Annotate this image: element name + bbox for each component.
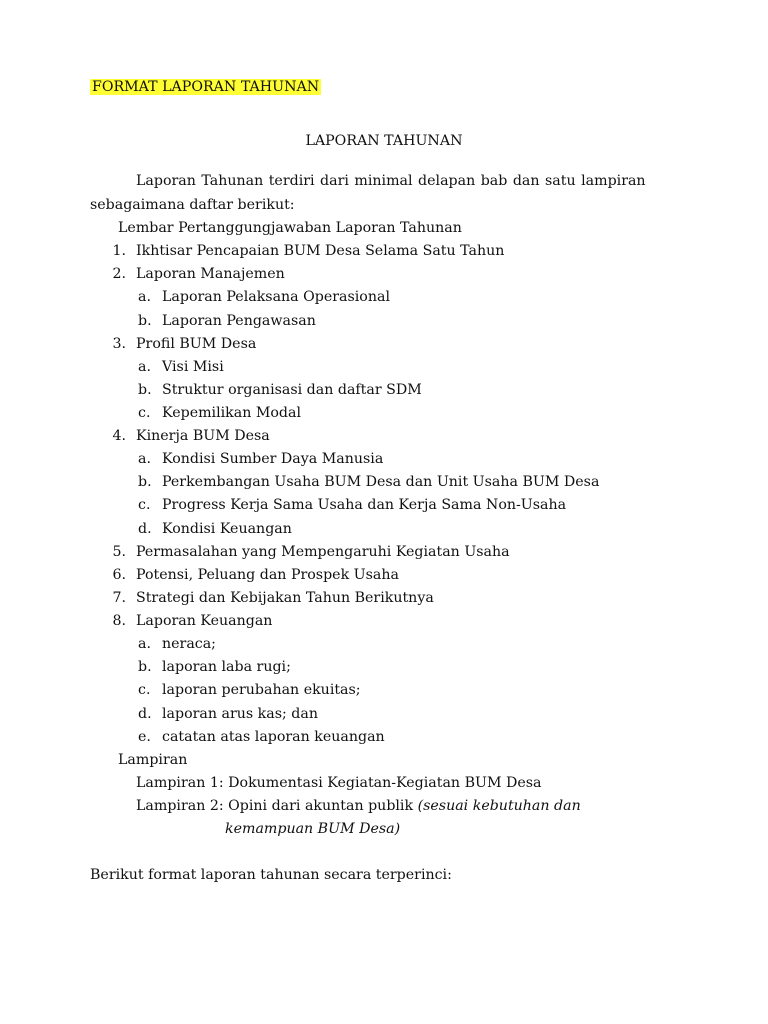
sub-list-letter: e. [138,729,151,745]
sub-list-item: Perkembangan Usaha BUM Desa dan Unit Usaha BUM Desa [162,474,600,490]
sub-list-letter: a. [138,451,151,467]
list-item: Laporan Manajemen [136,266,285,282]
sub-list-item: laporan laba rugi; [162,659,291,675]
list-number: 1. [112,243,126,259]
sub-list-letter: b. [138,474,152,490]
sub-list-letter: b. [138,313,152,329]
sub-list-letter: b. [138,382,152,398]
list-number: 2. [112,266,126,282]
list-number: 7. [112,590,126,606]
sub-list-item: Kepemilikan Modal [162,405,302,421]
format-title: FORMAT LAPORAN TAHUNAN [92,79,320,95]
appendix-title: Lampiran [118,752,188,768]
sub-list-item: Progress Kerja Sama Usaha dan Kerja Sama Non-Usaha [162,497,567,513]
sub-list-item: Laporan Pelaksana Operasional [162,289,390,305]
list-item: Kinerja BUM Desa [136,428,270,444]
list-item: Potensi, Peluang dan Prospek Usaha [136,567,399,583]
list-item: Ikhtisar Pencapaian BUM Desa Selama Satu Tahun [136,243,505,259]
closing-sentence: Berikut format laporan tahunan secara terperinci: [90,867,452,883]
sub-list-letter: d. [138,521,152,537]
sub-list-item: Laporan Pengawasan [162,313,316,329]
list-number: 3. [112,336,126,352]
intro-line-1: Laporan Tahunan terdiri dari minimal delapan bab dan satu lampiran [136,173,646,189]
intro-line-2: sebagaimana daftar berikut: [90,197,295,213]
sub-list-item: laporan arus kas; dan [162,706,318,722]
sub-list-item: laporan perubahan ekuitas; [162,682,361,698]
list-number: 4. [112,428,126,444]
appendix-item-2-note: kemampuan BUM Desa) [225,821,401,837]
cover-sheet-item: Lembar Pertanggungjawaban Laporan Tahunan [118,220,462,236]
sub-list-letter: a. [138,636,151,652]
sub-list-item: Visi Misi [162,359,224,375]
sub-list-letter: b. [138,659,152,675]
page-heading: LAPORAN TAHUNAN [305,133,463,149]
list-number: 6. [112,567,126,583]
sub-list-item: Struktur organisasi dan daftar SDM [162,382,422,398]
sub-list-letter: c. [138,405,151,421]
sub-list-item: Kondisi Keuangan [162,521,292,537]
sub-list-item: catatan atas laporan keuangan [162,729,385,745]
list-item: Permasalahan yang Mempengaruhi Kegiatan Usaha [136,544,510,560]
sub-list-item: Kondisi Sumber Daya Manusia [162,451,384,467]
sub-list-letter: c. [138,682,151,698]
list-number: 8. [112,613,126,629]
appendix-item-1: Lampiran 1: Dokumentasi Kegiatan-Kegiatan BUM Desa [136,775,542,791]
sub-list-item: neraca; [162,636,216,652]
sub-list-letter: d. [138,706,152,722]
list-item: Profil BUM Desa [136,336,257,352]
appendix-item-2: Lampiran 2: Opini dari akuntan publik (sesuai kebutuhan dan [136,798,581,814]
list-number: 5. [112,544,126,560]
sub-list-letter: a. [138,289,151,305]
sub-list-letter: a. [138,359,151,375]
list-item: Laporan Keuangan [136,613,273,629]
sub-list-letter: c. [138,497,151,513]
list-item: Strategi dan Kebijakan Tahun Berikutnya [136,590,434,606]
